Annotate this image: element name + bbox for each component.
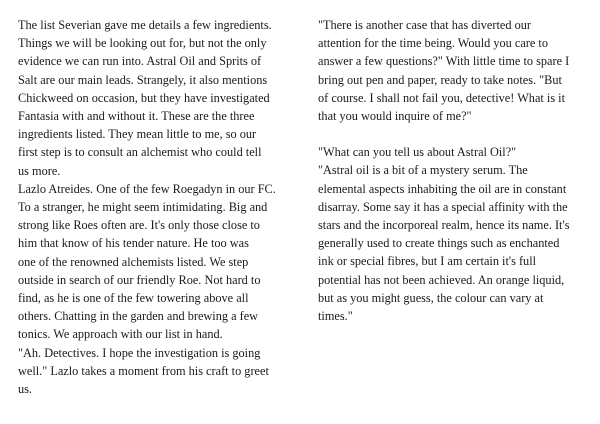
- paragraph-astral-oil-question: "What can you tell us about Astral Oil?": [318, 145, 517, 160]
- paragraph-gap: [318, 125, 584, 143]
- paragraph-ingredients: The list Severian gave me details a few ingredients. Things we will be looking out for, but not the only evidence we can run into. Astral Oil and Sprits of Salt are our main leads. Strangely, it also mentions Chickweed on occasion, but they have investigated Fantasia with and without it. These are the three ingredients listed. They mean little to me, so our first step is to consult an alchemist who could tell us more.: [18, 18, 272, 178]
- paragraph-lazlo-greeting: "Ah. Detectives. I hope the investigation is going well." Lazlo takes a moment from his craft to greet us.: [18, 345, 269, 397]
- paragraph-astral-oil-answer: "Astral oil is a bit of a mystery serum. The elemental aspects inhabiting the oil are in constant disarray. Some say it has a special affinity with the stars and the incorporeal realm, hence its name. It's generally used to create things such as enchanted ink or special fibres, but I am certain it's full potential has not been achieved. An orange liquid, but as you might guess, the colour can vary at times.": [318, 163, 570, 324]
- paragraph-questions: "There is another case that has diverted our attention for the time being. Would you care to answer a few questions?" With little time to spare I bring out pen and paper, ready to take notes. "But of course. I shall not fail you, detective! What is it that you would inquire of me?": [318, 18, 570, 124]
- left-column: [18, 16, 290, 398]
- paragraph-lazlo-intro: Lazlo Atreides. One of the few Roegadyn in our FC. To a stranger, he might seem intimidating. Big and strong like Roes often are. It's only those close to him that know of his tender nature. He too was one of the renowned alchemists listed. We step outside in search of our friendly Roe. Not hard to find, as he is one of the few towering above all others. Chatting in the garden and brewing a few tonics. We approach with our list in hand.: [18, 181, 276, 342]
- right-column: [318, 16, 584, 325]
